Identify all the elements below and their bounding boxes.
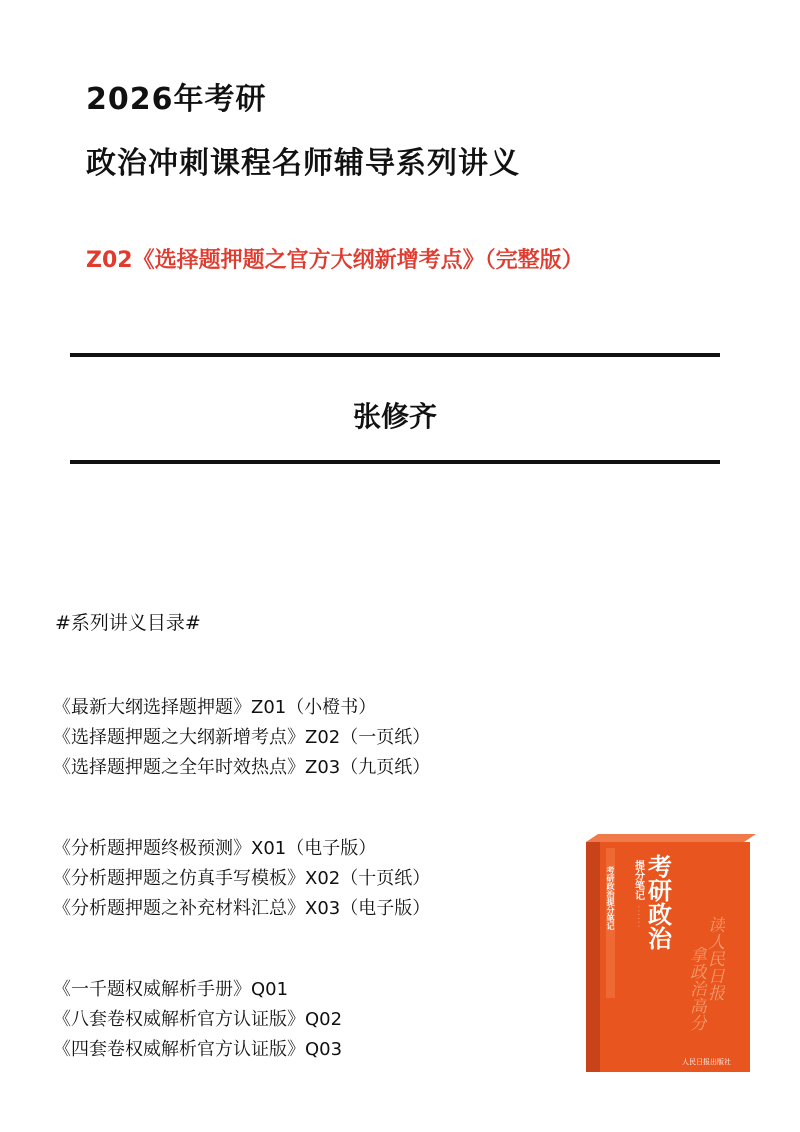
top-divider xyxy=(70,353,720,357)
toc-group-analysis xyxy=(53,834,430,924)
book-front xyxy=(600,842,750,1072)
book-cover-image xyxy=(584,832,756,1072)
book-side-text: 考研政治提分笔记 xyxy=(606,866,615,930)
book-label: 提分笔记 xyxy=(632,860,644,900)
toc-item: 《分析题押题之补充材料汇总》X03（电子版） xyxy=(53,898,431,919)
toc-item: 《分析题押题之仿真手写模板》X02（十页纸） xyxy=(53,868,431,889)
toc-item: 《分析题押题终极预测》X01（电子版） xyxy=(53,838,377,859)
title-year: 2026年考研 xyxy=(86,82,267,117)
book-title: 考研政治 xyxy=(643,854,673,950)
bottom-divider xyxy=(70,460,720,464)
book-script-line1: 读人民日报 xyxy=(704,916,724,1001)
document-subtitle: Z02《选择题押题之官方大纲新增考点》（完整版） xyxy=(86,248,584,273)
toc-item: 《一千题权威解析手册》Q01 xyxy=(53,979,289,1000)
toc-item: 《四套卷权威解析官方认证版》Q03 xyxy=(53,1039,343,1060)
book-script-line2: 拿政治高分 xyxy=(686,946,706,1031)
toc-group-exercise xyxy=(53,975,342,1065)
svg-text:· · · · · ·: · · · · · · xyxy=(634,906,642,927)
toc-item: 《八套卷权威解析官方认证版》Q02 xyxy=(53,1009,343,1030)
author-name: 张修齐 xyxy=(352,400,437,433)
toc-item: 《选择题押题之全年时效热点》Z03（九页纸） xyxy=(53,757,431,778)
toc-item: 《选择题押题之大纲新增考点》Z02（一页纸） xyxy=(53,727,431,748)
toc-heading: #系列讲义目录# xyxy=(55,612,201,634)
book-publisher: 人民日报出版社 xyxy=(682,1058,731,1066)
title-series: 政治冲刺课程名师辅导系列讲义 xyxy=(86,146,520,181)
toc-item: 《最新大纲选择题押题》Z01（小橙书） xyxy=(53,697,377,718)
book-spine xyxy=(586,842,600,1072)
toc-group-choice xyxy=(53,693,430,783)
